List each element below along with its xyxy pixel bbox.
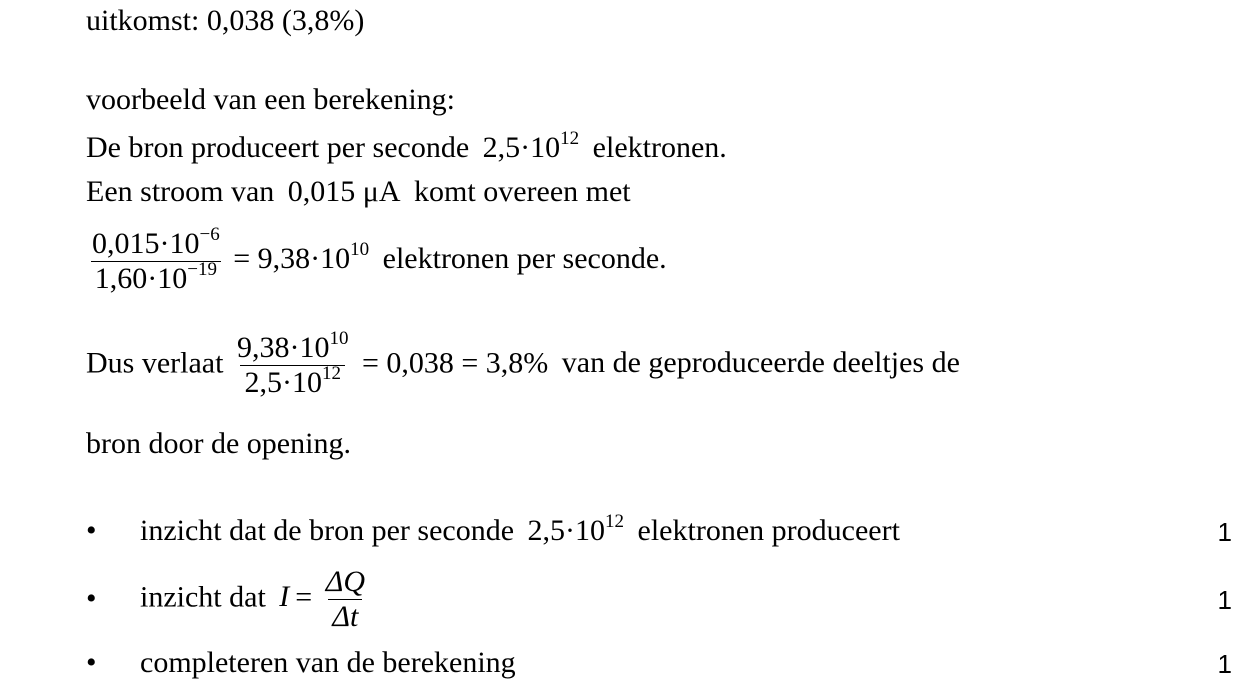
fraction-numerator: $0,015\cdot 10^{-6}$: [92, 224, 220, 260]
bullet-3-score: 1: [1217, 649, 1232, 679]
fraction-numerator: $9,38\cdot 10^{10}$: [236, 328, 349, 364]
calc-line-1: [86, 130, 727, 166]
fraction-numerator: ΔQ: [325, 565, 365, 598]
ratio-fraction: [233, 328, 353, 400]
charge-fraction: [88, 224, 224, 296]
fraction-denominator: Δt: [328, 599, 362, 634]
calc-line-5: bron door de opening.: [86, 427, 351, 460]
calc-line-4-suffix: van de geproduceerde deeltjes de: [561, 346, 960, 380]
calc-line-2-text: Een stroom van: [86, 175, 275, 208]
bullet-1-score: 1: [1217, 517, 1232, 547]
calc-line-1-suffix: elektronen.: [592, 131, 727, 164]
bullet-2-text: inzicht dat I = $\frac{\Delta Q}{\Delta t}$: [140, 565, 371, 634]
equals-sign: =: [295, 580, 313, 614]
fraction-denominator: $2,5\cdot 10^{12}$: [240, 365, 345, 400]
calc-line-1-text: De bron produceert per seconde: [86, 131, 470, 164]
electron-rate-expression: $2,5\cdot 10^{12}$: [482, 128, 580, 164]
bullet-3-text: completeren van de berekening: [140, 646, 516, 679]
example-heading: voorbeeld van een berekening:: [86, 83, 456, 116]
bullet-2-symbol: •: [86, 582, 97, 615]
electron-count-result: = $9,38\cdot 10^{10}$: [233, 239, 370, 276]
ratio-result: = 0,038 = 3,8%: [361, 346, 549, 380]
fraction-denominator: $1,60\cdot 10^{-19}$: [91, 261, 221, 296]
calc-line-4-text: Dus verlaat: [86, 346, 224, 380]
bullet-3-symbol: •: [86, 646, 97, 679]
calc-line-3: [86, 224, 673, 296]
calc-line-4: [86, 328, 966, 400]
bullet-1-symbol: •: [86, 514, 97, 547]
current-value: 0,015 μA: [287, 175, 401, 208]
calc-line-2-suffix: komt overeen met: [414, 175, 631, 208]
bullet-1-expression: $2,5\cdot 10^{12}$: [527, 511, 625, 547]
current-definition-fraction: [322, 565, 369, 634]
calc-line-2: [86, 174, 631, 210]
bullet-1-text: inzicht dat de bron per seconde $2,5\cdot 10^{12}$ elektronen produceert: [140, 511, 900, 547]
bullet-2-score: 1: [1217, 585, 1232, 615]
current-symbol: I: [279, 580, 290, 614]
result-line: uitkomst: 0,038 (3,8%): [86, 4, 365, 37]
calc-line-3-suffix: elektronen per seconde.: [382, 242, 667, 276]
